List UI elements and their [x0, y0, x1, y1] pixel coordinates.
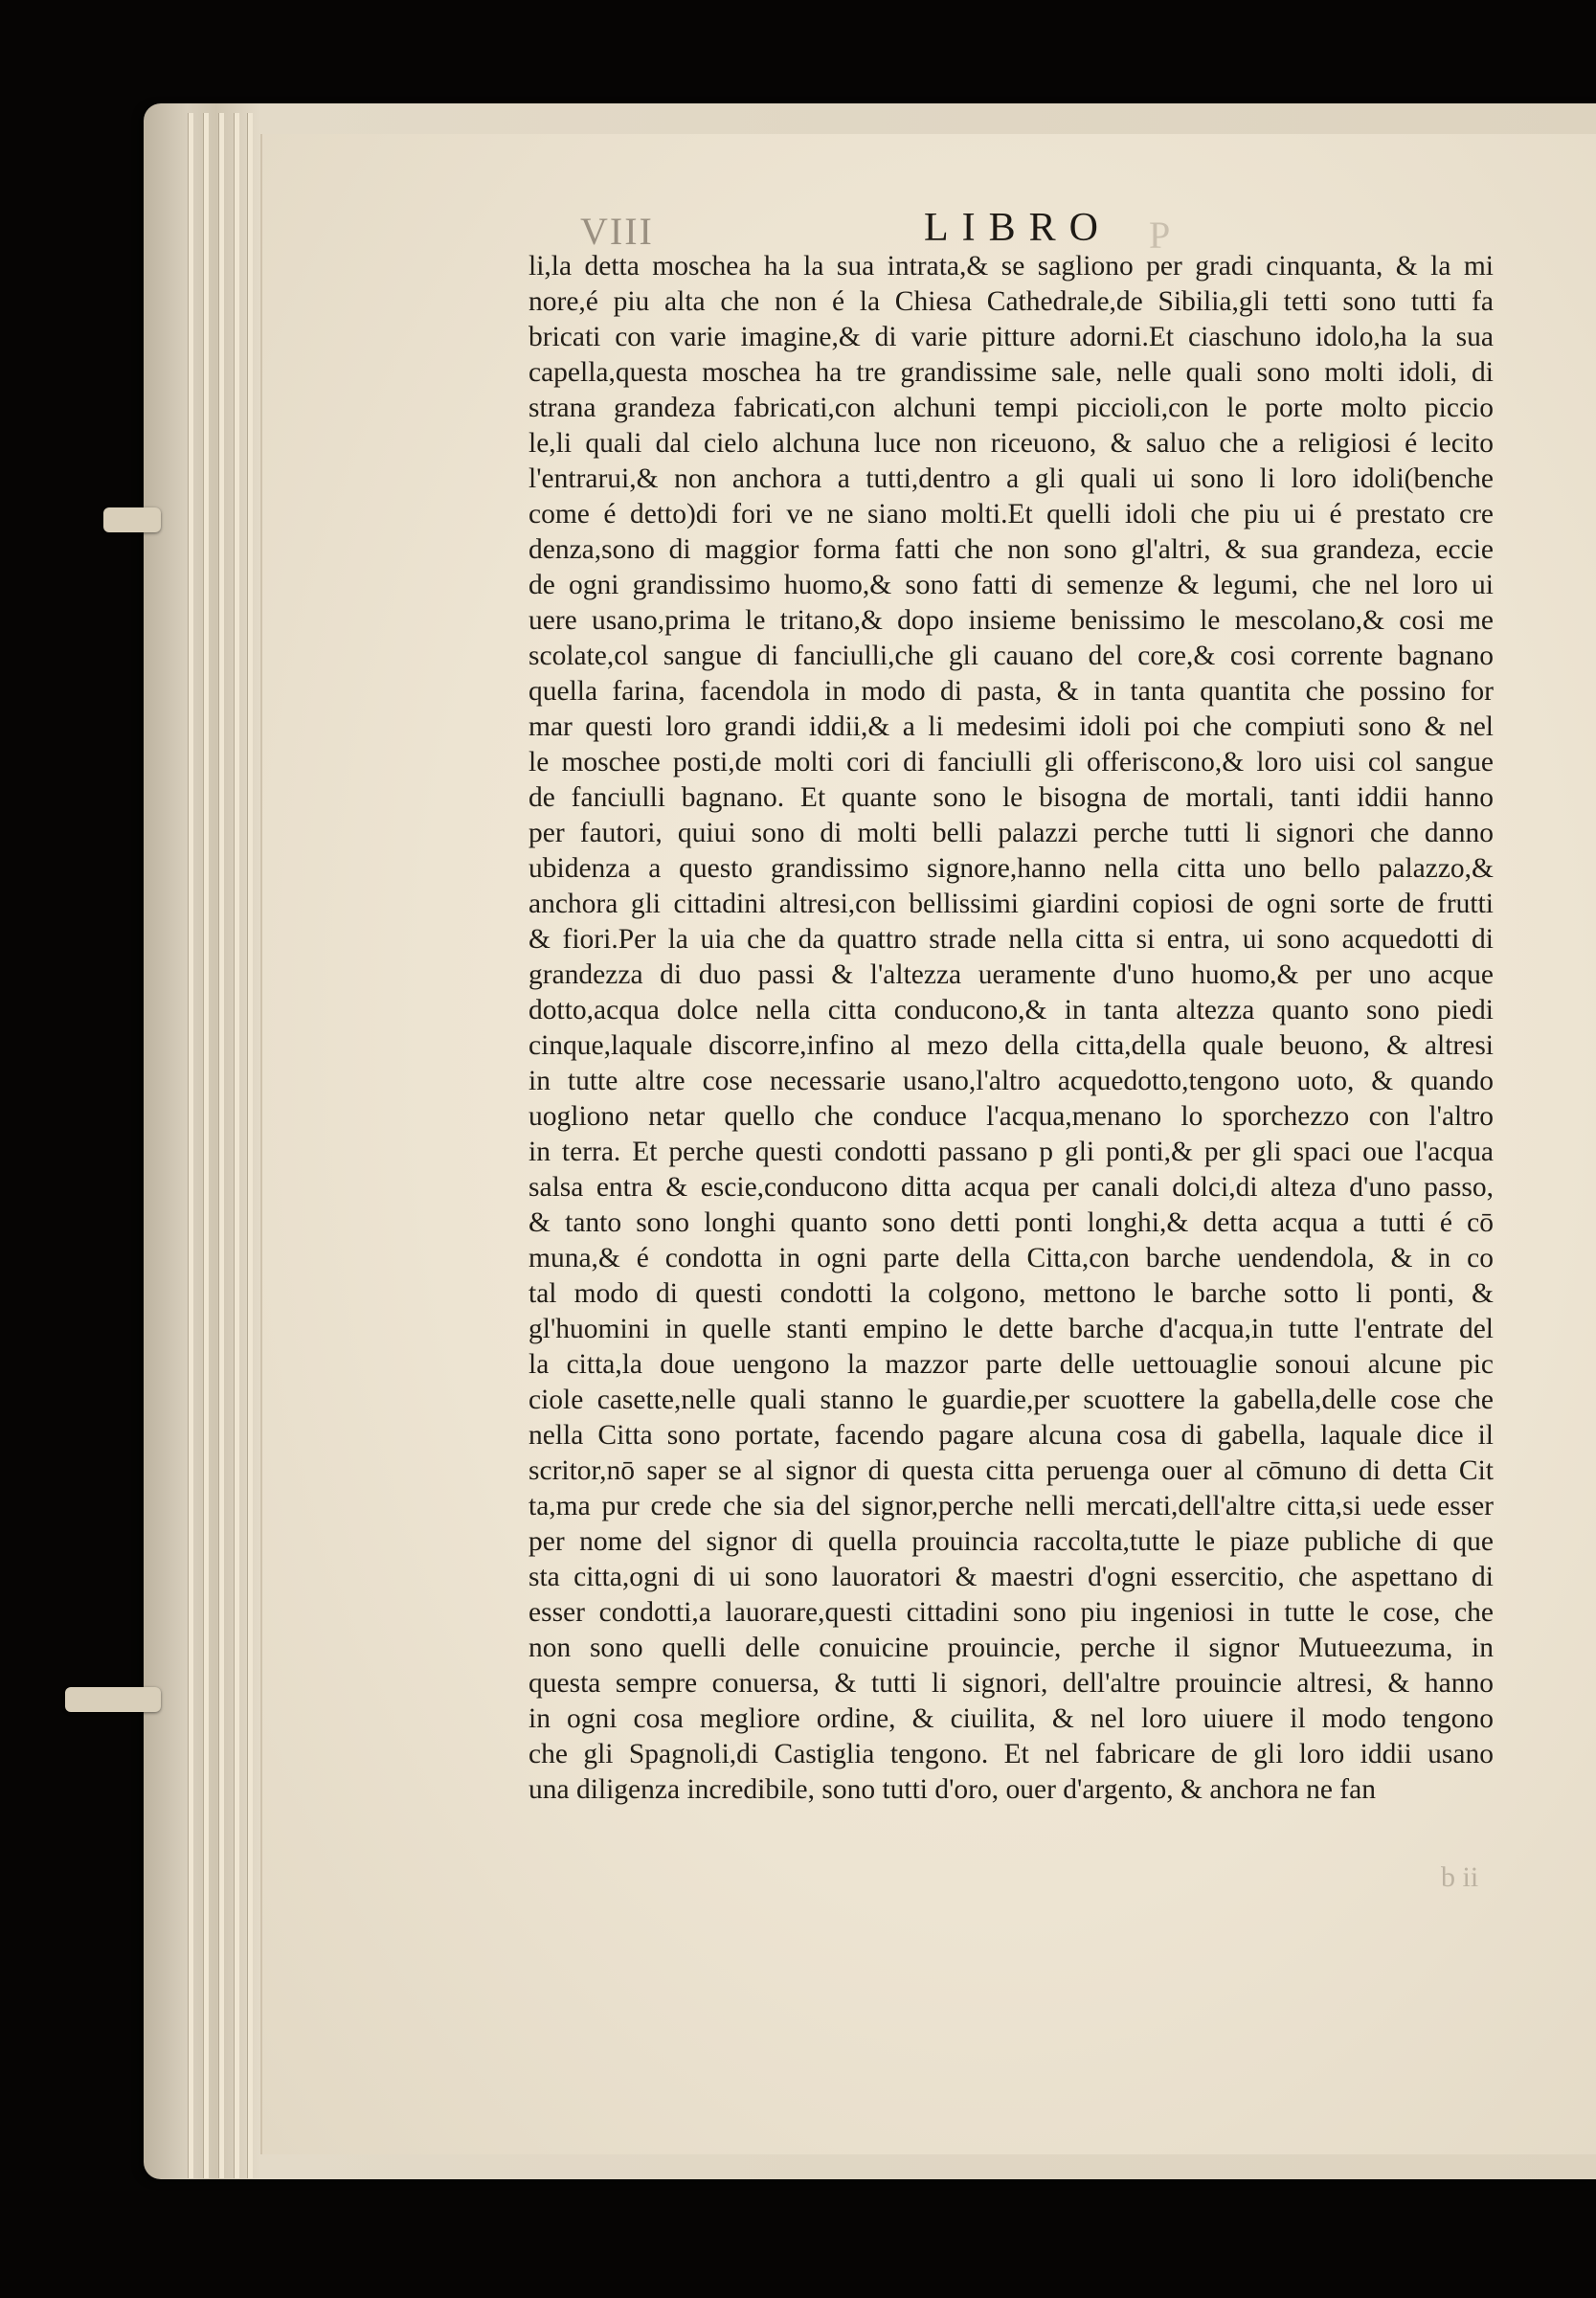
- page-edge: [188, 113, 193, 2178]
- text-line: per fautori, quiui sono di molti belli palazzi perche tutti li signori che danno: [528, 818, 1494, 848]
- text-line: de ogni grandissimo huomo,& sono fatti di semenze & legumi, che nel loro ui: [528, 570, 1494, 600]
- signature-mark: b ii: [1441, 1861, 1479, 1893]
- text-line: uere usano,prima le tritano,& dopo insieme benissimo le mescolano,& cosi me: [528, 605, 1494, 636]
- text-line: ciole casette,nelle quali stanno le guardie,per scuottere la gabella,delle cose che: [528, 1385, 1494, 1415]
- text-line: una diligenza incredibile, sono tutti d'oro, ouer d'argento, & anchora ne fan: [528, 1774, 1376, 1805]
- text-line: nella Citta sono portate, facendo pagare alcuna cosa di gabella, laquale dice il: [528, 1420, 1494, 1451]
- text-line: muna,& é condotta in ogni parte della Citta,con barche uendendola, & in co: [528, 1243, 1494, 1273]
- text-line: ta,ma pur crede che sia del signor,perche nelli mercati,dell'altre citta,si uede esser: [528, 1491, 1494, 1521]
- folio-number: VIII: [580, 210, 654, 253]
- page-edge: [234, 113, 239, 2178]
- text-line: salsa entra & escie,conducono ditta acqua per canali dolci,di alteza d'uno passo,: [528, 1172, 1494, 1203]
- text-line: questa sempre conuersa, & tutti li signori, dell'altre prouincie altresi, & hanno: [528, 1668, 1494, 1699]
- text-line: come é detto)di fori ve ne siano molti.Et quelli idoli che piu ui é prestato cre: [528, 499, 1494, 529]
- text-line: capella,questa moschea ha tre grandissime sale, nelle quali sono molti idoli, di: [528, 357, 1494, 388]
- text-line: gl'huomini in quelle stanti empino le dette barche d'acqua,in tutte l'entrate del: [528, 1314, 1494, 1344]
- text-line: le moschee posti,de molti cori di fanciulli gli offeriscono,& loro uisi col sangue: [528, 747, 1494, 777]
- text-line: ubidenza a questo grandissimo signore,hanno nella citta uno bello palazzo,&: [528, 853, 1494, 884]
- text-line: bricati con varie imagine,& di varie pitture adorni.Et ciaschuno idolo,ha la sua: [528, 322, 1494, 352]
- text-line: sta citta,ogni di ui sono lauoratori & maestri d'ogni essercitio, che aspettano di: [528, 1562, 1494, 1592]
- text-line: uogliono netar quello che conduce l'acqua,menano lo sporchezzo con l'altro: [528, 1101, 1494, 1132]
- text-line: scritor,nō saper se al signor di questa citta peruenga ouer al cōmuno di detta Cit: [528, 1455, 1494, 1486]
- text-line: che gli Spagnoli,di Castiglia tengono. Et nel fabricare de gli loro iddii usano: [528, 1739, 1494, 1769]
- text-line: strana grandeza fabricati,con alchuni tempi piccioli,con le porte molto piccio: [528, 393, 1494, 423]
- text-line: le,li quali dal cielo alchuna luce non riceuono, & saluo che a religiosi é lecito: [528, 428, 1494, 459]
- text-line: mar questi loro grandi iddii,& a li medesimi idoli poi che compiuti sono & nel: [528, 711, 1494, 742]
- text-line: li,la detta moschea ha la sua intrata,& se sagliono per gradi cinquanta, & la mi: [528, 251, 1494, 282]
- page-edge: [218, 113, 224, 2178]
- text-line: esser condotti,a lauorare,questi cittadini sono piu ingeniosi in tutte le cose, che: [528, 1597, 1494, 1628]
- text-line: dotto,acqua dolce nella citta conducono,& in tanta altezza quanto sono piedi: [528, 995, 1494, 1025]
- page-edge: [247, 113, 253, 2178]
- page-edge: [203, 113, 209, 2178]
- show-through-letter: P: [1149, 214, 1171, 257]
- text-line: in terra. Et perche questi condotti passano p gli ponti,& per gli spaci oue l'acqua: [528, 1137, 1494, 1167]
- paper-tab: [103, 507, 161, 532]
- running-head: LIBRO: [924, 206, 1112, 250]
- text-line: la citta,la doue uengono la mazzor parte delle uettouaglie sonoui alcune pic: [528, 1349, 1494, 1380]
- text-line: scolate,col sangue di fanciulli,che gli cauano del core,& cosi corrente bagnano: [528, 641, 1494, 671]
- text-line: denza,sono di maggior forma fatti che non sono gl'altri, & sua grandeza, eccie: [528, 534, 1494, 565]
- text-line: cinque,laquale discorre,infino al mezo della citta,della quale beuono, & altresi: [528, 1030, 1494, 1061]
- body-text: [528, 249, 1494, 1808]
- text-line: tal modo di questi condotti la colgono, mettono le barche sotto li ponti, &: [528, 1278, 1494, 1309]
- text-line: & fiori.Per la uia che da quattro strade nella citta si entra, ui sono acquedotti di: [528, 924, 1494, 955]
- paper-tab: [65, 1687, 161, 1712]
- text-line: in ogni cosa megliore ordine, & ciuilita, & nel loro uiuere il modo tengono: [528, 1703, 1494, 1734]
- text-line: per nome del signor di quella prouincia raccolta,tutte le piaze publiche di que: [528, 1526, 1494, 1557]
- text-line: anchora gli cittadini altresi,con bellissimi giardini copiosi de ogni sorte de frutti: [528, 889, 1494, 919]
- text-line: de fanciulli bagnano. Et quante sono le bisogna de mortali, tanti iddii hanno: [528, 782, 1494, 813]
- text-line: non sono quelli delle conuicine prouincie, perche il signor Mutueezuma, in: [528, 1633, 1494, 1663]
- text-line: quella farina, facendola in modo di pasta, & in tanta quantita che possino for: [528, 676, 1494, 707]
- text-line: nore,é piu alta che non é la Chiesa Cathedrale,de Sibilia,gli tetti sono tutti fa: [528, 286, 1494, 317]
- text-line: & tanto sono longhi quanto sono detti ponti longhi,& detta acqua a tutti é cō: [528, 1207, 1494, 1238]
- text-line: grandezza di duo passi & l'altezza ueramente d'uno huomo,& per uno acque: [528, 959, 1494, 990]
- text-line: l'entrarui,& non anchora a tutti,dentro a gli quali ui sono li loro idoli(benche: [528, 463, 1494, 494]
- text-line: in tutte altre cose necessarie usano,l'altro acquedotto,tengono uoto, & quando: [528, 1066, 1494, 1096]
